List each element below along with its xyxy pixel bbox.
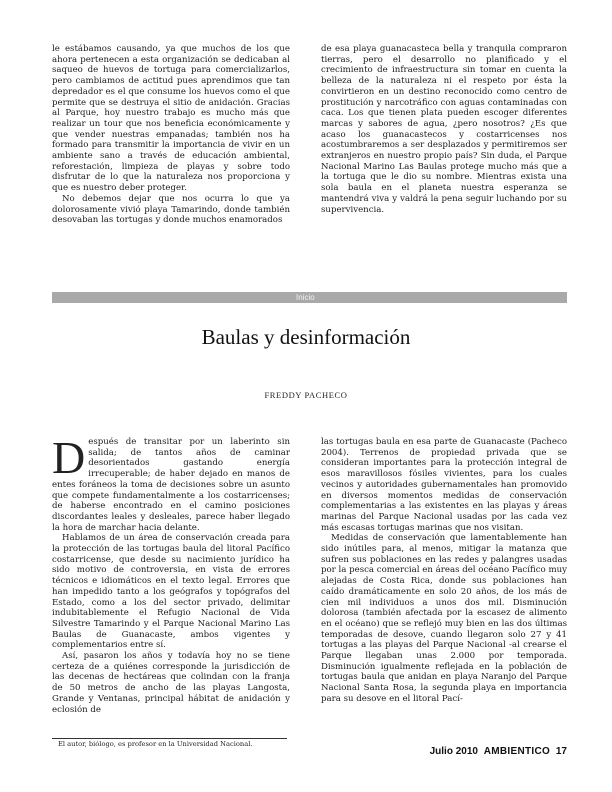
issue-date: Julio 2010 <box>429 746 478 757</box>
body-paragraph: le estábamos causando, ya que muchos de los que ahora pertenecen a esta organización se dedicaban al saqueo de huevos de tortuga para comercializarlos, pero cambiamos de actitud pues aprendimos que tan depredador es el que consume los huevos como el que permite que se destruya el sitio de anidación. Gracias al Parque, hoy nuestro trabajo es mucho más que realizar un tour que nos beneficia económicamente y que vender nuestras empanadas; también nos ha formado para transmitir la importancia de vivir en un ambiente sano a través de educación ambiental, reforestación, limpieza de playas y sobre todo disfrutar de lo que la naturaleza nos proporciona y que es nuestro deber proteger. <box>52 44 290 194</box>
top-left-column <box>52 44 290 226</box>
body-paragraph: Medidas de conservación que lamentablemente han sido inútiles para, al menos, mitigar la matanza que sufren sus poblaciones en las redes y palangres usadas por la pesca comercial en áreas del océano Pacífico muy alejadas de Costa Rica, donde sus poblaciones han caído dramáticamente en solo 20 años, de los más de cien mil individuos a unos dos mil. Disminución dolorosa (también afectada por la escasez de alimento en el océano) que se reflejó muy bien en las dos últimas temporadas de desove, cuando llegaron solo 27 y 41 tortugas a las playas del Parque Nacional -al crearse el Parque llegaban unas 2.000 por temporada. Disminución igualmente reflejada en la población de tortugas baula que anidan en playa Naranjo del Parque Nacional Santa Rosa, la segunda playa en importancia para su desove en el litoral Pací- <box>321 533 567 704</box>
body-paragraph: No debemos dejar que nos ocurra lo que ya dolorosamente vivió playa Tamarindo, donde también desovaban las tortugas y donde muchos enamorados <box>52 193 290 226</box>
lead-text: espués de transitar por un laberinto sin salida; de tantos años de caminar desorientados gastando energía irrecuperable; de haber dejado en manos de entes foráneos la toma de decisiones sobre un asunto que compete fundamentalmente a los costarricenses; de haberse encontrado en el camino posiciones discordantes leales y desleales, parece haber llegado la hora de marchar hacia delante. <box>52 437 290 533</box>
bottom-right-column <box>321 437 567 705</box>
footnote-rule <box>52 738 287 739</box>
section-divider <box>52 292 567 303</box>
page-number: 17 <box>555 746 567 757</box>
article-title: Baulas y desinformación <box>201 325 411 349</box>
magazine-name: AMBIENTICO <box>483 746 551 757</box>
body-paragraph: de esa playa guanacasteca bella y tranquila compraron tierras, pero el desarrollo no planificado y el crecimiento de infraestructura sin tomar en cuenta la belleza de la naturaleza ni el respeto por ésta la convirtieron en un destino reconocido como centro de prostitución y narcotráfico con aguas contaminadas con caca. Los que tienen plata pueden escoger diferentes marcas y sabores de agua, ¿pero nosotros? ¿Es que acaso los guanacastecos y costarricenses nos acostumbraremos a ser desplazados y permitiremos ser extranjeros en nuestro propio país? Sin duda, el Parque Nacional Marino Las Baulas protege mucho más que a la tortuga que le dio su nombre. Mientras exista una sola baula en el planeta nuestra esperanza se mantendrá viva y valdrá la pena seguir luchando por su supervivencia. <box>321 44 567 215</box>
body-paragraph: Hablamos de un área de conservación creada para la protección de las tortugas baula del litoral Pacífico costarricense, que desde su nacimiento jurídico ha sido motivo de controversia, en vista de errores técnicos e idiomáticos en el texto legal. Errores que han impedido tanto a los geógrafos y topógrafos del Estado, como a los del sector privado, delimitar indubitablemente el Refugio Nacional de Vida Silvestre Tamarindo y el Parque Nacional Marino Las Baulas de Guanacaste, ambos vigentes y complementarios entre sí. <box>52 533 290 651</box>
lead-paragraph <box>52 432 290 533</box>
author-byline: FREDDY PACHECO <box>264 390 348 400</box>
page-folio <box>430 746 567 757</box>
top-right-column <box>321 44 567 215</box>
footnote: El autor, biólogo, es profesor en la Universidad Nacional. <box>58 740 253 748</box>
inicio-link[interactable]: Inicio <box>296 293 315 302</box>
body-paragraph: Así, pasaron los años y todavía hoy no se tiene certeza de a quiénes corresponde la jurisdicción de las decenas de hectáreas que colindan con la franja de 50 metros de ancho de las playas Langosta, Grande y Ventanas, principal hábitat de anidación y eclosión de <box>52 651 290 715</box>
drop-cap: D <box>52 432 86 483</box>
bottom-left-column <box>52 432 290 715</box>
body-paragraph: las tortugas baula en esa parte de Guanacaste (Pacheco 2004). Terrenos de propiedad privada que se consideran importantes para la protección integral de esos maravillosos fósiles vivientes, para los cuales vecinos y autoridades gubernamentales han promovido en diversos momentos medidas de conservación complementarias a las existentes en las playas y áreas marinas del Parque Nacional usadas por las cada vez más escasas tortugas marinas que nos visitan. <box>321 437 567 533</box>
